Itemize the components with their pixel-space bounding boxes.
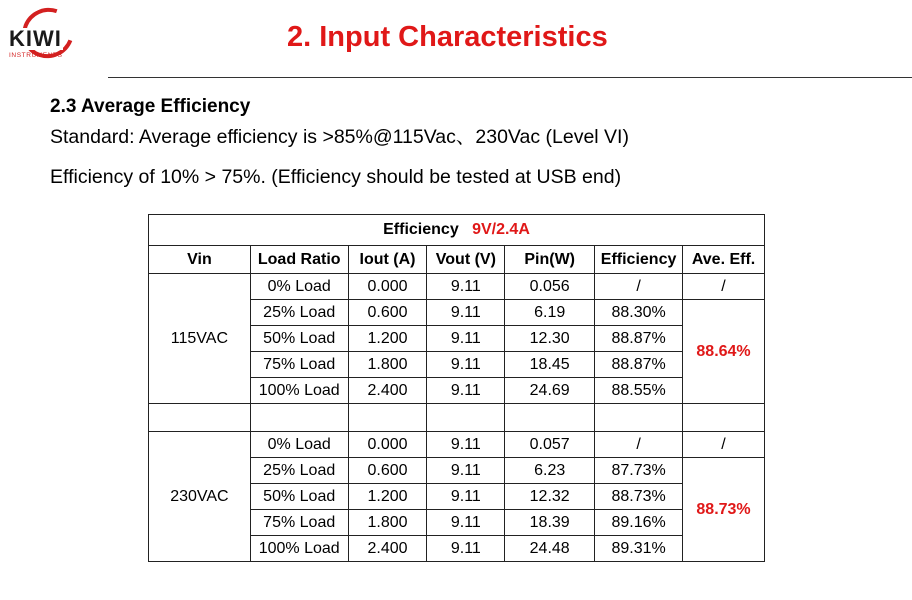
load-ratio-cell: 25% Load: [250, 300, 348, 326]
load-ratio-cell: 75% Load: [250, 510, 348, 536]
vout-cell: 9.11: [427, 352, 505, 378]
pin-cell: 18.39: [505, 510, 595, 536]
col-header-pin: Pin(W): [505, 246, 595, 274]
vout-cell: 9.11: [427, 432, 505, 458]
efficiency-cell: 88.87%: [595, 352, 683, 378]
col-header-ave-eff: Ave. Eff.: [683, 246, 765, 274]
table-title-row: [149, 215, 765, 246]
efficiency-note: Efficiency of 10% > 75%. (Efficiency should be tested at USB end): [50, 166, 622, 188]
empty-cell: [427, 404, 505, 432]
efficiency-cell: /: [595, 432, 683, 458]
vout-cell: 9.11: [427, 378, 505, 404]
ave-eff-cell: 88.64%: [683, 300, 765, 404]
table-row: [149, 274, 765, 300]
iout-cell: 1.800: [348, 510, 427, 536]
vout-cell: 9.11: [427, 300, 505, 326]
vout-cell: 9.11: [427, 536, 505, 562]
load-ratio-cell: 50% Load: [250, 326, 348, 352]
ave-eff-cell: 88.73%: [683, 458, 765, 562]
ave-eff-cell: /: [683, 432, 765, 458]
load-ratio-cell: 100% Load: [250, 536, 348, 562]
efficiency-table: [148, 214, 765, 562]
load-ratio-cell: 75% Load: [250, 352, 348, 378]
pin-cell: 12.30: [505, 326, 595, 352]
vout-cell: 9.11: [427, 274, 505, 300]
efficiency-cell: /: [595, 274, 683, 300]
efficiency-cell: 88.55%: [595, 378, 683, 404]
empty-cell: [683, 404, 765, 432]
empty-cell: [595, 404, 683, 432]
table-row: [149, 432, 765, 458]
efficiency-cell: 88.73%: [595, 484, 683, 510]
iout-cell: 0.000: [348, 274, 427, 300]
table-header-row: [149, 246, 765, 274]
pin-cell: 6.19: [505, 300, 595, 326]
col-header-iout: Iout (A): [348, 246, 427, 274]
empty-cell: [348, 404, 427, 432]
pin-cell: 12.32: [505, 484, 595, 510]
load-ratio-cell: 0% Load: [250, 432, 348, 458]
empty-cell: [250, 404, 348, 432]
pin-cell: 24.69: [505, 378, 595, 404]
vout-cell: 9.11: [427, 326, 505, 352]
standard-text: Standard: Average efficiency is >85%@115Vac、230Vac (Level VI): [50, 126, 629, 148]
logo-word: KIWI: [9, 26, 62, 51]
vout-cell: 9.11: [427, 458, 505, 484]
col-header-load-ratio: Load Ratio: [250, 246, 348, 274]
table-title: [149, 215, 765, 246]
title-divider: [108, 77, 912, 78]
load-ratio-cell: 100% Load: [250, 378, 348, 404]
iout-cell: 2.400: [348, 378, 427, 404]
empty-cell: [505, 404, 595, 432]
col-header-vout: Vout (V): [427, 246, 505, 274]
efficiency-cell: 89.31%: [595, 536, 683, 562]
ave-eff-cell: /: [683, 274, 765, 300]
iout-cell: 0.600: [348, 458, 427, 484]
page-title: 2. Input Characteristics: [287, 21, 608, 53]
efficiency-cell: 87.73%: [595, 458, 683, 484]
pin-cell: 6.23: [505, 458, 595, 484]
col-header-efficiency: Efficiency: [595, 246, 683, 274]
iout-cell: 1.800: [348, 352, 427, 378]
vout-cell: 9.11: [427, 484, 505, 510]
efficiency-cell: 88.87%: [595, 326, 683, 352]
col-header-vin: Vin: [149, 246, 251, 274]
table-title-label: Efficiency: [383, 221, 459, 238]
empty-cell: [149, 404, 251, 432]
efficiency-cell: 89.16%: [595, 510, 683, 536]
spacer-row: [149, 404, 765, 432]
iout-cell: 1.200: [348, 326, 427, 352]
pin-cell: 0.057: [505, 432, 595, 458]
vin-cell: 115VAC: [149, 274, 251, 404]
efficiency-cell: 88.30%: [595, 300, 683, 326]
iout-cell: 0.600: [348, 300, 427, 326]
load-ratio-cell: 50% Load: [250, 484, 348, 510]
vout-cell: 9.11: [427, 510, 505, 536]
iout-cell: 0.000: [348, 432, 427, 458]
table-title-spec: 9V/2.4A: [472, 221, 530, 238]
iout-cell: 2.400: [348, 536, 427, 562]
pin-cell: 0.056: [505, 274, 595, 300]
pin-cell: 24.48: [505, 536, 595, 562]
load-ratio-cell: 0% Load: [250, 274, 348, 300]
logo-subtitle: INSTRUMENTS: [9, 52, 63, 59]
section-heading: 2.3 Average Efficiency: [50, 96, 251, 117]
iout-cell: 1.200: [348, 484, 427, 510]
kiwi-instruments-logo: [6, 8, 94, 66]
load-ratio-cell: 25% Load: [250, 458, 348, 484]
pin-cell: 18.45: [505, 352, 595, 378]
vin-cell: 230VAC: [149, 432, 251, 562]
